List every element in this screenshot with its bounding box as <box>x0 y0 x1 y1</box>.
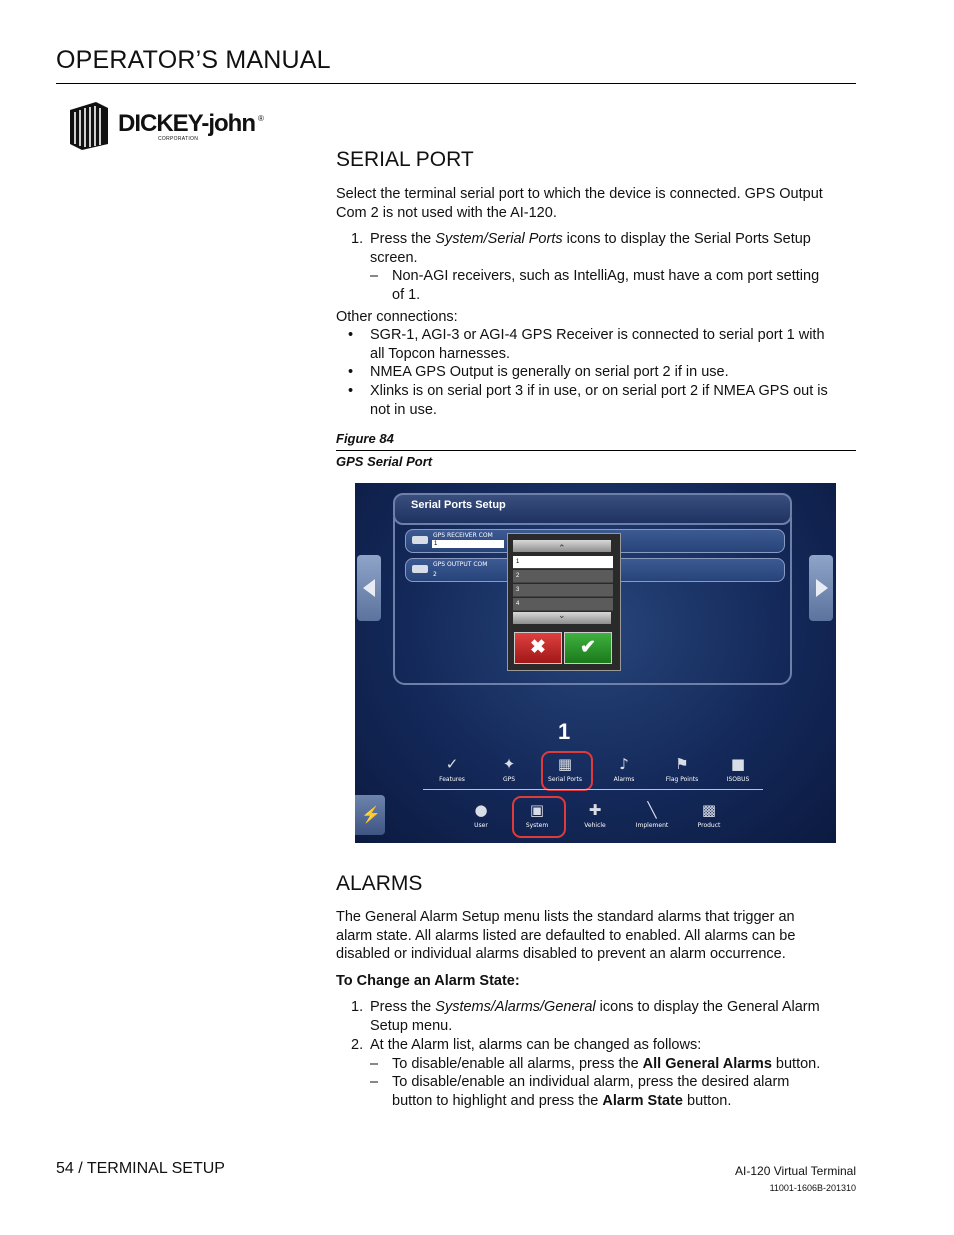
connections-list <box>336 326 858 421</box>
prev-page-button[interactable] <box>357 555 381 621</box>
alarms-heading: ALARMS <box>336 872 423 895</box>
dropdown-option[interactable]: 3 <box>513 584 613 597</box>
scroll-down-button[interactable] <box>513 612 611 624</box>
gps-menu-icon[interactable] <box>491 755 527 783</box>
figure-label: Figure 84 <box>336 431 394 446</box>
bullet1-line-a: SGR-1, AGI-3 or AGI-4 GPS Receiver is connected to serial port 1 with <box>370 327 825 343</box>
step1-text-c: screen. <box>370 249 418 266</box>
gps-label: GPS <box>502 776 516 783</box>
vehicle-icon: ✚ <box>588 801 602 819</box>
implement-label: Implement <box>635 822 669 829</box>
step1-text-a: Press the <box>370 231 436 247</box>
alarms-intro-line-3: disabled or individual alarms disabled to prevent an alarm occurrence. <box>336 946 786 962</box>
change-alarm-subhead: To Change an Alarm State: <box>336 973 520 989</box>
running-man-icon: ⚡ <box>361 807 381 824</box>
figure-caption: GPS Serial Port <box>336 454 433 469</box>
screen-title: Serial Ports Setup <box>411 499 506 511</box>
bullet3-line-b: not in use. <box>370 401 437 418</box>
isobus-icon: ■ <box>730 755 746 773</box>
manual-title: OPERATOR’S MANUAL <box>56 46 331 74</box>
serial-intro <box>336 185 858 222</box>
gps-output-com-value: 2 <box>433 571 437 578</box>
accept-button[interactable] <box>564 632 612 664</box>
isobus-menu-icon[interactable] <box>720 755 756 783</box>
header-rule <box>56 83 856 84</box>
serial-port-heading: SERIAL PORT <box>336 148 474 171</box>
serial-intro-line-2: Com 2 is not used with the AI-120. <box>336 204 557 221</box>
bullet-marker: • <box>348 383 354 399</box>
system-highlight <box>512 796 566 838</box>
serial-connector-icon <box>412 565 428 573</box>
close-icon: ✖ <box>530 637 546 658</box>
gps-output-com-label: GPS OUTPUT COM <box>433 561 488 568</box>
bell-icon: ♪ <box>619 755 629 773</box>
step-number: 1. <box>351 231 364 247</box>
exit-button[interactable] <box>355 795 385 835</box>
serial-step-1 <box>336 230 858 304</box>
bullet2-line: NMEA GPS Output is generally on serial port 2 if in use. <box>370 364 729 380</box>
dash-marker: – <box>370 268 379 284</box>
alarm-step1-text-a: Press the <box>370 999 436 1015</box>
implement-menu-icon[interactable] <box>632 801 672 829</box>
step-number: 2. <box>351 1037 364 1053</box>
alarm-dash2-text-b: button to highlight and press the <box>392 1092 603 1109</box>
serial-connector-icon <box>412 536 428 544</box>
serial-ports-highlight <box>541 751 593 791</box>
flag-points-menu-icon[interactable] <box>662 755 702 783</box>
step1-italic: System/Serial Ports <box>435 231 563 247</box>
alarm-step1-italic: Systems/Alarms/General <box>435 999 596 1015</box>
logo-corporation: CORPORATION <box>158 136 199 142</box>
bullet3-line-a: Xlinks is on serial port 3 if in use, or on serial port 2 if NMEA GPS out is <box>370 383 828 399</box>
other-connections-label: Other connections: <box>336 309 458 325</box>
features-menu-icon[interactable] <box>434 755 470 783</box>
user-icon: ● <box>474 801 488 819</box>
bullet-marker: • <box>348 364 354 380</box>
alarm-dash1-text-a: To disable/enable all alarms, press the <box>392 1056 643 1072</box>
dropdown-option[interactable]: 1 <box>513 556 613 569</box>
com-port-dropdown <box>507 533 621 671</box>
alarms-intro-line-1: The General Alarm Setup menu lists the standard alarms that trigger an <box>336 909 795 925</box>
chevron-down-icon: ⌄ <box>558 610 566 620</box>
alarm-dash2-text-a: To disable/enable an individual alarm, press the desired alarm <box>392 1074 790 1090</box>
satellite-icon: ✦ <box>502 755 516 773</box>
logo-wordmark: DICKEY-john <box>118 110 255 137</box>
page-footer-section: 54 / TERMINAL SETUP <box>56 1160 225 1177</box>
isobus-label: ISOBUS <box>726 776 750 783</box>
checkmark-icon: ✔ <box>580 637 596 658</box>
serial-port-icon: ▦ <box>557 755 573 773</box>
alarm-steps <box>336 998 858 1113</box>
scroll-up-button[interactable] <box>513 540 611 552</box>
menu-divider <box>423 789 763 790</box>
logo-mark-icon <box>66 100 112 150</box>
vehicle-label: Vehicle <box>584 822 606 829</box>
product-menu-icon[interactable] <box>691 801 727 829</box>
serial-ports-screenshot <box>355 483 836 843</box>
alarms-intro <box>336 908 858 964</box>
step-marker-1: 1 <box>558 719 571 744</box>
gps-receiver-com-value: 1 <box>432 540 504 548</box>
cancel-button[interactable] <box>514 632 562 664</box>
user-menu-icon[interactable] <box>463 801 499 829</box>
flag-points-label: Flag Points <box>665 776 699 783</box>
product-label: Product <box>697 822 721 829</box>
dash1-line-a: Non-AGI receivers, such as IntelliAg, must have a com port setting <box>392 268 820 284</box>
alarms-intro-line-2: alarm state. All alarms listed are defaulted to enabled. All alarms can be <box>336 927 796 944</box>
system-icon: ▣ <box>529 801 545 819</box>
alarm-dash1-text-b: button. <box>771 1056 821 1072</box>
alarms-menu-icon[interactable] <box>606 755 642 783</box>
logo-registered-mark: ® <box>258 114 264 123</box>
chevron-up-icon: ⌃ <box>558 543 566 553</box>
dickey-john-logo <box>66 100 306 152</box>
figure-rule <box>336 450 856 451</box>
serial-intro-line-1: Select the terminal serial port to which the device is connected. GPS Output <box>336 186 823 202</box>
dash-marker: – <box>370 1074 379 1090</box>
footer-product-name: AI-120 Virtual Terminal <box>735 1164 856 1178</box>
product-icon: ▩ <box>701 801 717 819</box>
footer-document-number: 11001-1606B-201310 <box>769 1183 856 1193</box>
step1-text-b: icons to display the Serial Ports Setup <box>562 231 811 247</box>
implement-icon: ╲ <box>647 801 657 819</box>
bullet-marker: • <box>348 327 354 343</box>
gps-receiver-com-label: GPS RECEIVER COM <box>433 532 493 539</box>
dropdown-option[interactable]: 4 <box>513 598 613 611</box>
system-label: System <box>525 822 549 829</box>
serial-ports-label: Serial Ports <box>548 776 582 783</box>
dropdown-option[interactable]: 2 <box>513 570 613 583</box>
alarm-state-term: Alarm State <box>602 1092 683 1109</box>
features-label: Features <box>439 776 465 783</box>
arrow-right-icon <box>816 579 828 597</box>
dash-marker: – <box>370 1056 379 1072</box>
step-number: 1. <box>351 999 364 1015</box>
next-page-button[interactable] <box>809 555 833 621</box>
arrow-left-icon <box>363 579 375 597</box>
vehicle-menu-icon[interactable] <box>577 801 613 829</box>
alarms-label: Alarms <box>613 776 635 783</box>
alarm-step1-text-b: icons to display the General Alarm <box>595 999 820 1015</box>
bullet1-line-b: all Topcon harnesses. <box>370 345 510 362</box>
all-general-alarms-term: All General Alarms <box>642 1056 772 1072</box>
user-label: User <box>474 822 488 829</box>
flag-icon: ⚑ <box>675 755 689 773</box>
dash1-line-b: of 1. <box>392 286 421 303</box>
features-icon: ✓ <box>445 755 459 773</box>
alarm-step1-text-c: Setup menu. <box>370 1017 453 1034</box>
alarm-dash2-text-c: button. <box>683 1092 732 1109</box>
alarm-step2-text: At the Alarm list, alarms can be changed as follows: <box>370 1037 702 1053</box>
